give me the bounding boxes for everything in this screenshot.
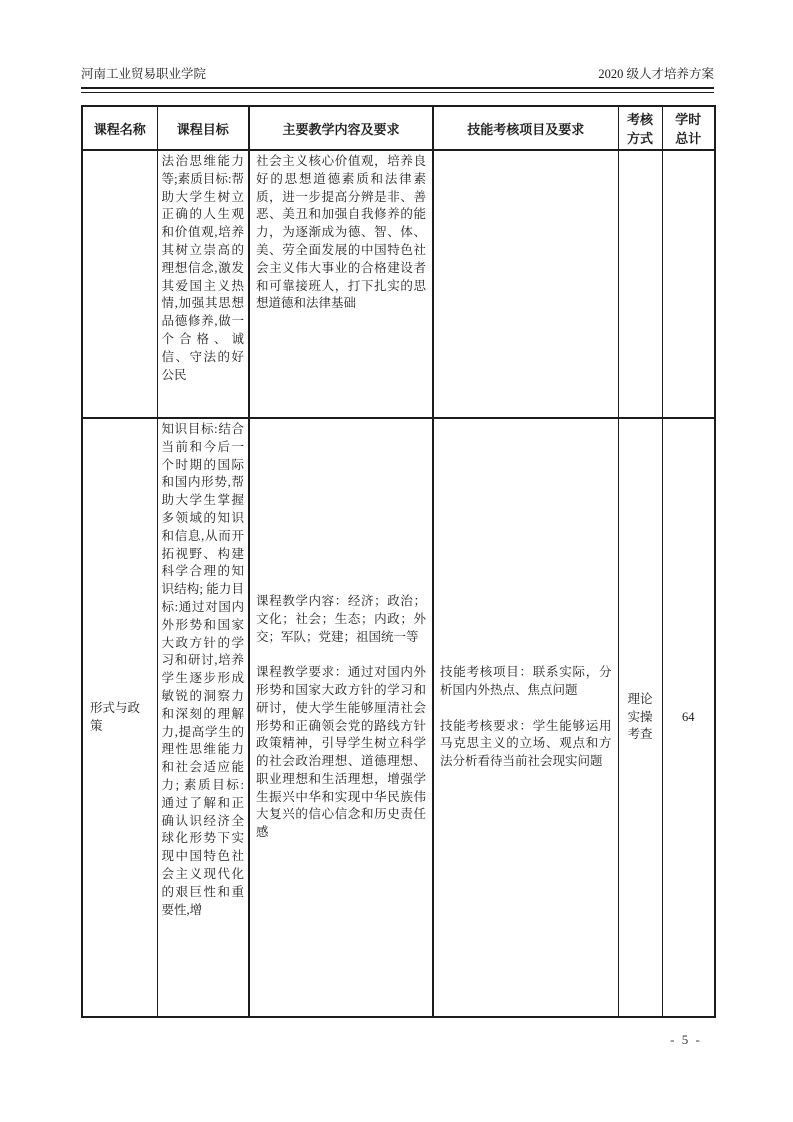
cell-course-name <box>82 150 157 418</box>
cell-course-name: 形式与政策 <box>82 418 157 1017</box>
page-header <box>81 66 714 82</box>
column-header-course-objectives: 课程目标 <box>157 106 249 150</box>
column-header-teaching-content: 主要教学内容及要求 <box>249 106 433 150</box>
cell-teaching-content: 社会主义核心价值观，培养良好的思想道德素质和法律素质，进一步提高分辨是非、善恶、美丑和加强自我修养的能力，为逐渐成为德、智、体、美、劳全面发展的中国特色社会主义伟大事业的合格建设者和可靠接班人，打下扎实的思想道德和法律基础 <box>249 150 433 418</box>
column-header-skill-assessment: 技能考核项目及要求 <box>433 106 618 150</box>
cell-assessment-method <box>618 150 662 418</box>
column-header-course-name: 课程名称 <box>82 106 157 150</box>
cell-course-objectives: 知识目标:结合当前和今后一个时期的国际和国内形势,帮助大学生掌握多领域的知识和信息,从而开拓视野、构建科学合理的知识结构; 能力目标:通过对国内外形势和国家大政方针的学习和研讨,培养学生逐步形成敏锐的洞察力和深刻的理解力,提高学生的理性思维能力和社会适应能力; 素质目标:通过了解和正确认识经济全球化形势下实现中国特色社会主义现代化的艰巨性和重要性,增 <box>157 418 249 1017</box>
header-school-name: 河南工业贸易职业学院 <box>81 67 207 81</box>
header-plan-title: 2020 级人才培养方案 <box>598 67 714 81</box>
cell-skill-assessment <box>433 150 618 418</box>
column-header-assessment-method: 考核方式 <box>618 106 662 150</box>
skill-assessment-requirement-paragraph: 技能考核要求：学生能够运用马克思主义的立场、观点和方法分析看待当前社会现实问题 <box>440 718 612 769</box>
cell-assessment-method: 理论实操考查 <box>618 418 662 1017</box>
cell-skill-assessment <box>433 418 618 1017</box>
page-number: - 5 - <box>670 1032 702 1047</box>
table-header-row <box>82 106 715 150</box>
cell-course-objectives: 法治思维能力等;素质目标:帮助大学生树立正确的人生观和价值观,培养其树立崇高的理想信念,激发其爱国主义热情,加强其思想品德修养,做一个合格、诚信、守法的好公民 <box>157 150 249 418</box>
column-header-total-hours: 学时总计 <box>662 106 715 150</box>
header-divider-line <box>81 87 714 93</box>
course-plan-table <box>81 105 716 1018</box>
teaching-requirement-paragraph: 课程教学要求：通过对国内外形势和国家大政方针的学习和研讨，使大学生能够厘清社会形势和正确领会党的路线方针政策精神，引导学生树立科学的社会政治理想、道德理想、职业理想和生活理想，增强学生振兴中华和实现中华民族伟大复兴的信心信念和历史责任感 <box>256 665 426 840</box>
table-row <box>82 418 715 1017</box>
table-row <box>82 150 715 418</box>
teaching-content-paragraph: 课程教学内容：经济；政治；文化；社会；生态；内政；外交；军队；党建；祖国统一等 <box>256 593 426 644</box>
skill-assessment-item-paragraph: 技能考核项目：联系实际，分析国内外热点、焦点问题 <box>440 665 612 697</box>
cell-total-hours: 64 <box>662 418 715 1017</box>
cell-teaching-content <box>249 418 433 1017</box>
cell-total-hours <box>662 150 715 418</box>
